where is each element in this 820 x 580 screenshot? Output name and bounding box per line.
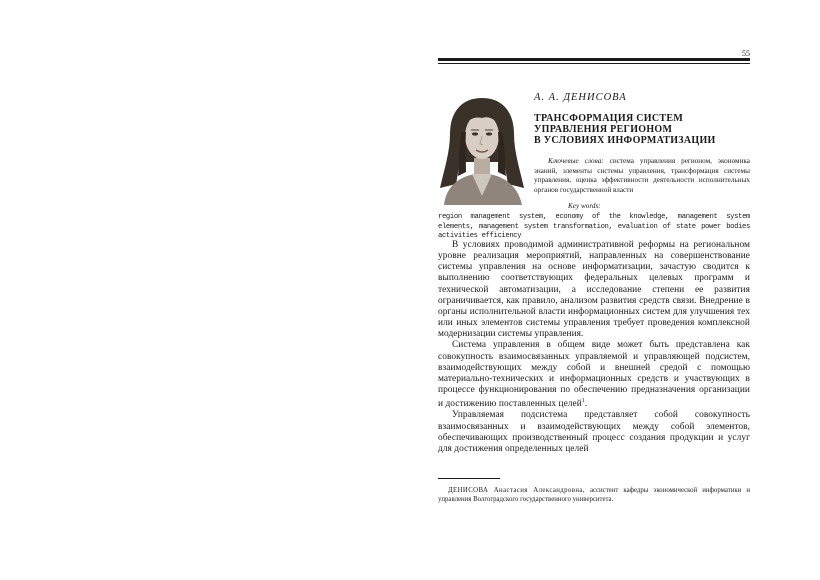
page-number: 55 xyxy=(742,49,750,58)
paragraph-text: Система управления в общем виде может быть представлена как совокупность взаимосвязанных управляемой и управляющей подсистем, взаимодействующих между собой и внешней средой с помощью материально-технических и информационных средств и участвующих в процессе функционирования по обеспечению предназначения организации и достижению поставленных целей xyxy=(438,340,750,410)
body-paragraph: В условиях проводимой административной реформы на региональном уровне реализация мероприятий, направленных на совершенствование системы управления на основе информатизации, зачастую сводится к выполнению соответствующих федеральных целевых программ и технической автоматизации, а исследование степени ее развития ограничивается, как правило, анализом развития средств связи. Внедрение в органы исполнительной власти информационных систем для улучшения тех или иных элементов системы управления требует проведения комплексной модернизации системы управления. xyxy=(438,240,750,340)
body-paragraph xyxy=(438,340,750,410)
title-line: УПРАВЛЕНИЯ РЕГИОНОМ xyxy=(534,124,673,135)
author-photo xyxy=(438,92,527,205)
keywords-en-text: region management system, economy of the knowledge, management system elements, management system transformation, evaluation of state power bodies activities efficiency xyxy=(438,212,750,241)
article-body xyxy=(438,240,750,455)
footnote-text: ассистент кафедры экономической информатики и управления Волгоградского государственного университета. xyxy=(438,487,750,503)
header-rule-thick xyxy=(438,58,750,61)
body-paragraph: Управляемая подсистема представляет собой совокупность взаимосвязанных и взаимодействующих между собой элементов, обеспечивающих производственный процесс создания продукции и услуг для достижения определенных целей xyxy=(438,410,750,454)
title-line: ТРАНСФОРМАЦИЯ СИСТЕМ xyxy=(534,113,684,124)
title-line: В УСЛОВИЯХ ИНФОРМАТИЗАЦИИ xyxy=(534,135,716,146)
keywords-ru xyxy=(534,157,750,195)
keywords-en xyxy=(438,202,750,242)
footnote-marker: 1 xyxy=(581,398,585,405)
author-name: А. А. ДЕНИСОВА xyxy=(534,92,627,103)
paragraph-end: . xyxy=(584,399,588,410)
keywords-en-label: Key words: xyxy=(568,202,601,210)
author-footnote xyxy=(438,486,750,504)
footnote-rule xyxy=(438,478,500,479)
keywords-ru-text: система управления регионом, экономика знаний, элементы системы управления, трансформация системы управления, оценка эффективности деятельности исполнительных органов государственной власти xyxy=(534,157,750,194)
header-rule-thin xyxy=(438,63,750,64)
footnote-author-name: ДЕНИСОВА Анастасия Александровна, xyxy=(448,487,585,494)
article-title xyxy=(534,113,750,146)
keywords-ru-label: Ключевые слова: xyxy=(548,157,604,165)
